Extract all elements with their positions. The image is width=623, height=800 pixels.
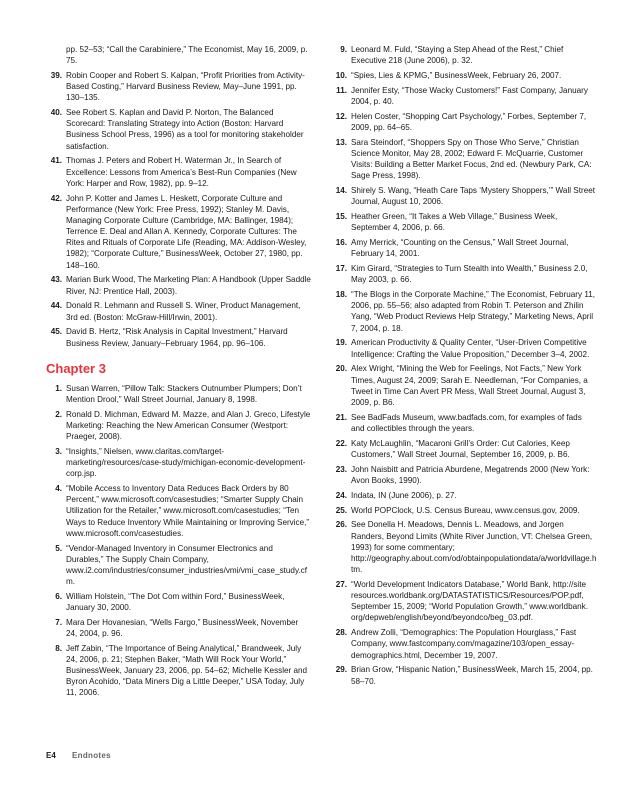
endnote-item: [331, 289, 597, 334]
endnote-text: Shirely S. Wang, “Heath Care Taps ‘Mystery Shoppers,’” Wall Street Journal, August 10, 2006.: [351, 186, 595, 207]
endnote-text: Susan Warren, “Pillow Talk: Stackers Outnumber Plumpers; Don’t Mention Drool,” Wall Street Journal, January 8, 1998.: [66, 383, 302, 404]
endnote-number: 23.: [335, 464, 347, 474]
endnote-text: Alex Wright, “Mining the Web for Feelings, Not Facts,” New York Times, August 24, 2009; Sarah E. Needleman, “For Companies, a Tweet in Time Can Avert PR Mess, Wall Street Journal, August 3, 2009, p. B6.: [351, 364, 588, 407]
endnote-text: Marian Burk Wood, The Marketing Plan: A Handbook (Upper Saddle River, NJ: Prentice Hall, 2003).: [66, 275, 311, 296]
endnote-item: [331, 211, 597, 233]
endnote-number: 24.: [335, 490, 347, 500]
endnote-text: Jeff Zabin, “The Importance of Being Analytical,” Brandweek, July 24, 2006, p. 21; Stephen Baker, “Math Will Rock Your World,” BusinessWeek, January 23, 2006, pp. 54–62; Michelle Kessler and Byron Acohido, “Data Miners Dig a Little Deeper,” USA Today, July 11, 2006.: [66, 643, 308, 698]
endnote-item: [46, 44, 311, 66]
endnotes-list-chapter-3: [46, 383, 311, 699]
endnote-item: [46, 409, 311, 442]
endnote-number: 1.: [55, 383, 62, 393]
endnote-number: 8.: [55, 643, 62, 653]
endnote-item: [331, 185, 597, 207]
endnote-item: [331, 519, 597, 575]
endnote-number: 6.: [55, 591, 62, 601]
endnote-number: 29.: [335, 665, 347, 675]
endnote-number: 14.: [335, 186, 347, 196]
page-footer: [46, 751, 111, 761]
endnote-text: Mara Der Hovanesian, “Wells Fargo,” BusinessWeek, November 24, 2004, p. 96.: [66, 617, 299, 638]
endnote-number: 12.: [335, 111, 347, 121]
endnote-item: [46, 543, 311, 588]
endnote-text: pp. 52–53; “Call the Carabiniere,” The Economist, May 16, 2009, p. 75.: [66, 45, 308, 66]
endnote-number: 28.: [335, 628, 347, 638]
endnote-text: “World Development Indicators Database,” World Bank, http://site resources.worldbank.org/DATASTATISTICS/Resources/POP.pdf, September 15, 2009; “World Population Growth,” www.worldbank. org/depweb/english/beyond/beyondco/beg_03.pdf.: [351, 579, 588, 623]
endnote-text: Indata, IN (June 2006), p. 27.: [351, 490, 457, 500]
endnote-text: William Holstein, “The Dot Com within Ford,” BusinessWeek, January 30, 2000.: [66, 591, 285, 612]
endnote-item: [46, 617, 311, 639]
endnote-number: 44.: [50, 301, 62, 311]
endnote-item: [331, 44, 597, 66]
endnote-text: American Productivity & Quality Center, “User-Driven Competitive Intelligence: Crafting the Value Proposition,” December 3–4, 2002.: [351, 338, 590, 359]
endnote-number: 20.: [335, 364, 347, 374]
endnote-item: [331, 579, 597, 624]
endnotes-list-chapter-2: [46, 44, 311, 349]
endnote-number: 17.: [335, 264, 347, 274]
endnote-number: 18.: [335, 290, 347, 300]
endnote-number: 11.: [336, 85, 347, 95]
endnote-item: [331, 70, 597, 81]
endnote-item: [46, 591, 311, 613]
left-column: [46, 44, 311, 702]
endnote-text: John Naisbitt and Patricia Aburdene, Megatrends 2000 (New York: Avon Books, 1990).: [351, 464, 590, 485]
endnote-text: Andrew Zolli, “Demographics: The Population Hourglass,” Fast Company, www.fastcompany.com/magazine/103/open_essay-demographics.html, December 19, 2007.: [351, 628, 577, 660]
endnote-item: [46, 643, 311, 699]
endnote-item: [331, 464, 597, 486]
endnote-text: Sara Steindorf, “Shoppers Spy on Those Who Serve,” Christian Science Monitor, May 28, 2002; Edward F. McQuarrie, Customer Visits: Building a Better Market Focus, 2nd ed. (Newbury Park, CA: Sage Press, 1998).: [351, 137, 592, 181]
endnote-number: 13.: [335, 137, 347, 147]
endnote-number: 5.: [55, 543, 62, 553]
endnotes-list-chapter-3-continued: [331, 44, 597, 687]
endnote-number: [46, 44, 66, 66]
endnote-number: 26.: [335, 520, 347, 530]
endnote-number: 21.: [335, 412, 347, 422]
endnote-item: [331, 490, 597, 501]
endnote-item: [46, 274, 311, 296]
endnote-item: [46, 483, 311, 539]
endnote-number: 27.: [335, 579, 347, 589]
endnote-text: “Mobile Access to Inventory Data Reduces Back Orders by 80 Percent,” www.microsoft.com/casestudies; “Smarter Supply Chain Utilization for the Retailer,” www.microsoft.com/casestudies; “Ten Ways to Reduce Inventory While Maintaining or Improving Service,” www.microsoft.com/casestudies.: [66, 484, 310, 538]
endnote-item: [46, 193, 311, 271]
endnote-text: Helen Coster, “Shopping Cart Psychology,” Forbes, September 7, 2009, pp. 64–65.: [351, 111, 587, 132]
endnote-item: [46, 446, 311, 479]
endnote-number: 3.: [55, 446, 62, 456]
endnote-item: [46, 107, 311, 152]
endnote-item: [331, 85, 597, 107]
endnote-text: See Robert S. Kaplan and David P. Norton, The Balanced Scorecard: Translating Strategy into Action (Boston: Harvard Business School Press, 1996) as a tool for monitoring stakeholder satisfaction.: [66, 108, 304, 151]
endnote-text: “Vendor-Managed Inventory in Consumer Electronics and Durables,” The Supply Chain Company, www.i2.com/industries/consumer_industries/vmi/vmi_case_study.cfm.: [66, 543, 307, 586]
endnote-number: 7.: [55, 617, 62, 627]
endnote-number: 22.: [335, 438, 347, 448]
endnote-text: Ronald D. Michman, Edward M. Mazze, and Alan J. Greco, Lifestyle Marketing: Reaching the New American Consumer (Westport: Praeger, 2008).: [66, 409, 311, 442]
endnote-text: Katy McLaughlin, “Macaroni Grill’s Order: Cut Calories, Keep Customers,” Wall Street Journal, September 16, 2009, p. B6.: [351, 438, 570, 459]
endnote-item: [331, 412, 597, 434]
endnote-number: 45.: [50, 327, 62, 337]
endnote-item: [46, 300, 311, 322]
endnote-text: World POPClock, U.S. Census Bureau, www.census.gov, 2009.: [351, 505, 580, 515]
endnote-number: 15.: [335, 212, 347, 222]
endnote-item: [46, 326, 311, 348]
endnote-text: See Donella H. Meadows, Dennis L. Meadows, and Jorgen Randers, Beyond Limits (White River Junction, VT: Chelsea Green, 1993) for some commentary; http://geography.about.com/od/obtainpopulationdata/a/worldvillage.htm.: [351, 520, 597, 575]
endnote-item: [331, 237, 597, 259]
endnote-text: Heather Green, “It Takes a Web Village,” Business Week, September 4, 2006, p. 66.: [351, 212, 558, 233]
endnote-number: 10.: [335, 71, 347, 80]
endnote-item: [46, 383, 311, 405]
endnote-text: Brian Grow, “Hispanic Nation,” BusinessWeek, March 15, 2004, pp. 58–70.: [351, 665, 593, 686]
endnote-number: 39.: [50, 71, 62, 80]
page-number: E4: [46, 751, 56, 760]
endnote-number: 2.: [55, 409, 62, 419]
endnote-number: 4.: [55, 484, 62, 494]
footer-label: Endnotes: [72, 751, 111, 760]
endnote-text: John P. Kotter and James L. Heskett, Corporate Culture and Performance (New York: Free Press, 1992); Stanley M. Davis, Managing Corporate Culture (Cambridge, MA: Ballinger, 1984); Terrence E. Deal and Allan A. Kennedy, Corporate Cultures: The Rites and Rituals of Corporate Life (Reading, MA: Addison-Wesley, 1982); “Corporate Culture,” BusinessWeek, October 27, 1980, pp. 148–160.: [66, 193, 307, 270]
endnote-text: Leonard M. Fuld, “Staying a Step Ahead of the Rest,” Chief Executive 218 (June 2006), p. 32.: [351, 45, 564, 66]
endnote-text: David B. Hertz, “Risk Analysis in Capital Investment,” Harvard Business Review, January–February 1964, pp. 96–106.: [66, 327, 288, 348]
endnote-text: “Insights,” Nielsen, www.claritas.com/target-marketing/resources/case-study/michigan-economic-development-corp.jsp.: [66, 446, 306, 479]
right-column: [331, 44, 597, 690]
endnote-item: [331, 363, 597, 408]
endnote-number: 16.: [335, 238, 347, 248]
endnote-item: [331, 505, 597, 516]
endnote-text: Donald R. Lehmann and Russell S. Winer, Product Management, 3rd ed. (Boston: McGraw-Hill/Irwin, 2001).: [66, 301, 301, 322]
endnote-text: Thomas J. Peters and Robert H. Waterman Jr., In Search of Excellence: Lessons from America’s Best-Run Companies (New York: Harper and Row, 1982), pp. 9–12.: [66, 156, 297, 188]
endnote-text: See BadFads Museum, www.badfads.com, for examples of fads and collectibles through the years.: [351, 412, 582, 433]
endnote-item: [331, 111, 597, 133]
endnote-text: Jennifer Esty, “Those Wacky Customers!” Fast Company, January 2004, p. 40.: [351, 85, 588, 106]
endnote-text: Robin Cooper and Robert S. Kalpan, “Profit Priorities from Activity-Based Costing,” Harvard Business Review, May–June 1991, pp. 130–135.: [66, 71, 305, 103]
endnote-item: [46, 155, 311, 188]
endnote-item: [331, 337, 597, 359]
endnote-text: “Spies, Lies & KPMG,” BusinessWeek, February 26, 2007.: [351, 71, 562, 80]
endnote-number: 41.: [50, 156, 62, 166]
endnote-number: 25.: [335, 505, 347, 515]
endnote-number: 43.: [50, 275, 62, 285]
endnote-item: [331, 137, 597, 182]
chapter-heading: Chapter 3: [46, 360, 106, 376]
endnote-item: [331, 263, 597, 285]
endnote-text: Kim Girard, “Strategies to Turn Stealth into Wealth,” Business 2.0, May 2003, p. 66.: [351, 264, 588, 285]
endnote-number: 19.: [335, 338, 347, 348]
endnote-item: [331, 438, 597, 460]
endnote-text: “The Blogs in the Corporate Machine,” The Economist, February 11, 2006, pp. 55–56; also adapted from Robin T. Peterson and Zhilin Yang, “Web Product Reviews Help Strategy,” Marketing News, April 7, 2004, p. 18.: [351, 290, 596, 333]
endnote-number: 9.: [340, 45, 347, 54]
endnote-item: [331, 627, 597, 660]
endnote-number: 40.: [50, 108, 62, 118]
endnote-item: [331, 664, 597, 686]
endnote-number: 42.: [50, 193, 62, 203]
endnote-item: [46, 70, 311, 103]
endnote-text: Amy Merrick, “Counting on the Census,” Wall Street Journal, February 14, 2001.: [351, 238, 569, 259]
